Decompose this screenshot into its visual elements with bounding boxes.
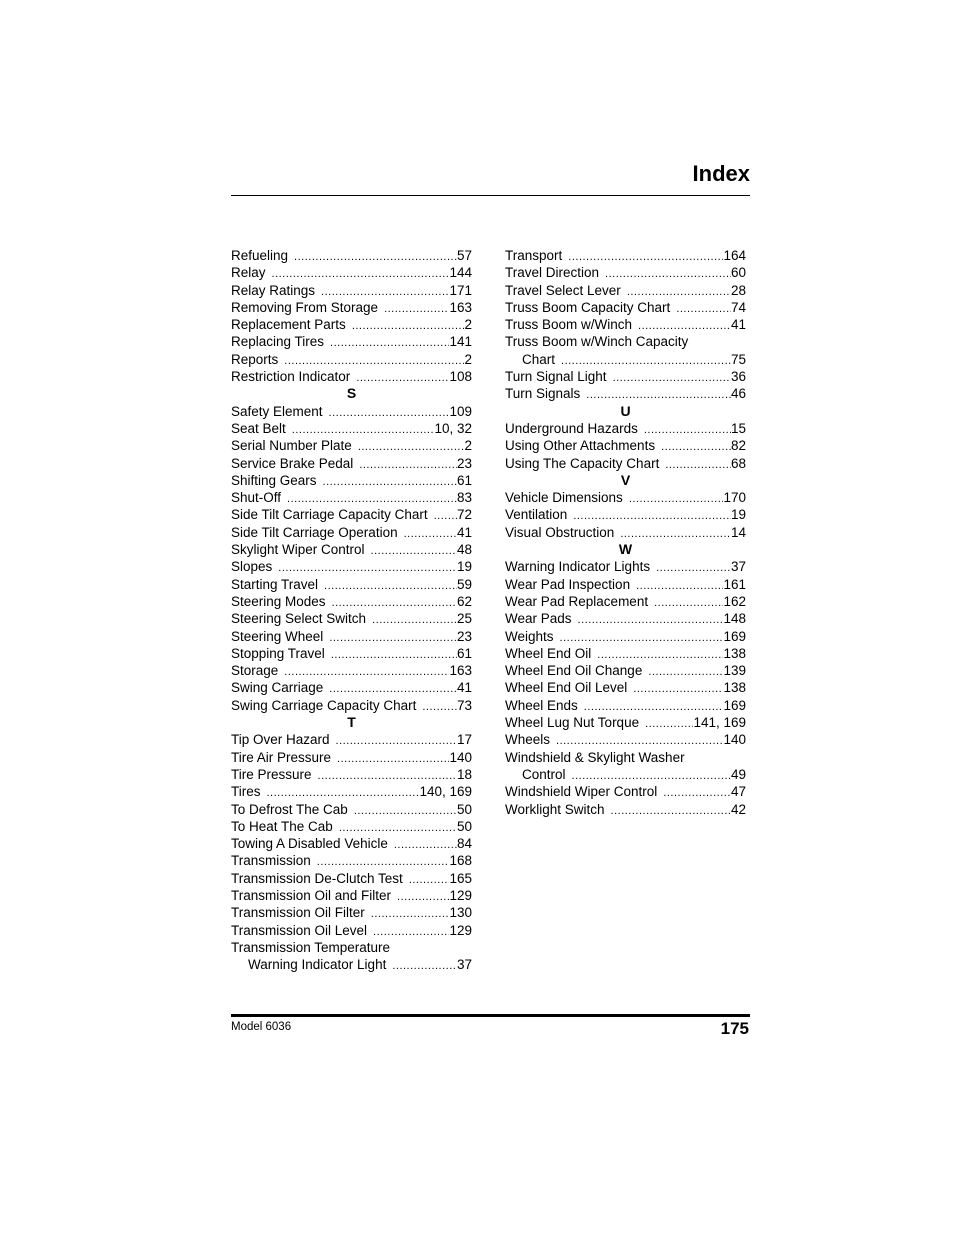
dot-leader [356,370,449,385]
dot-leader [597,647,723,662]
index-entry-name: Transport [505,248,563,263]
index-entry [505,662,746,679]
index-entry [231,679,472,696]
index-entry-page: 48 [456,542,472,558]
index-entry [505,628,746,645]
index-entry-heading: Windshield & Skylight Washer [505,749,685,765]
index-entry [505,247,746,264]
dot-leader [645,716,693,731]
index-entry-name: Stopping Travel [231,645,325,661]
index-entry [505,316,746,333]
index-entry [231,818,472,835]
dot-leader [586,387,731,402]
dot-leader [654,595,723,610]
index-entry-name: Transmission Oil Filter [231,905,365,921]
index-entry-page: 46 [730,386,746,402]
index-entry-name: Underground Hazards [505,420,638,436]
index-entry [231,437,472,454]
index-entry [231,576,472,593]
index-entry-page: 165 [449,870,472,886]
index-entry-name: Steering Wheel [231,628,324,644]
index-entry [231,506,472,523]
index-entry-name: Removing From Storage [231,299,379,315]
index-entry-page: 162 [723,593,746,609]
index-entry-name: Windshield Wiper Control [505,784,658,800]
index-entry-name: Transmission Oil and Filter [231,887,392,903]
index-entry-page: 61 [456,645,472,661]
index-entry-name: Relay Ratings [231,282,316,298]
dot-leader [656,560,731,575]
dot-leader [337,751,449,766]
index-entry [231,887,472,904]
index-entry [231,368,472,385]
dot-leader [324,578,457,593]
index-entry-name: Storage [231,663,279,679]
index-entry-name: Tire Air Pressure [231,749,332,765]
dot-leader [629,491,724,506]
index-entry-page: 36 [730,369,746,385]
index-entry [231,316,472,333]
index-entry-heading: Truss Boom w/Winch Capacity [505,334,689,350]
index-entry-page: 74 [730,299,746,315]
header-rule [231,195,750,196]
index-entry [231,628,472,645]
dot-leader [644,422,731,437]
index-entry-name: Wheel End Oil Change [505,663,643,679]
index-entry-name: Tire Pressure [231,766,312,782]
index-entry-name: Wheels [505,732,551,748]
index-entry-page: 75 [730,351,746,367]
index-entry-name: Refueling [231,248,289,263]
dot-leader [568,249,723,264]
index-entry-page: 41 [730,317,746,333]
index-entry-name: Steering Select Switch [231,611,367,627]
dot-leader [434,508,457,523]
dot-leader [329,405,450,420]
dot-leader [613,370,731,385]
index-entry-page: 19 [730,507,746,523]
index-entry-page: 141 [449,334,472,350]
index-entry-name: Turn Signal Light [505,369,607,385]
index-entry-name: Wheel Ends [505,697,578,713]
index-entry-page: 139 [723,663,746,679]
index-entry-name: Skylight Wiper Control [231,542,365,558]
index-entry-name: To Defrost The Cab [231,801,348,817]
index-entry [231,593,472,610]
index-entry-name: Service Brake Pedal [231,455,354,471]
index-entry-name: Visual Obstruction [505,524,615,540]
dot-leader [556,733,723,748]
dot-leader [573,508,731,523]
index-entry-heading: Transmission Temperature [231,939,391,955]
dot-leader [352,318,465,333]
index-entry [505,385,746,402]
index-entry-name: Truss Boom w/Winch [505,317,633,333]
dot-leader [330,335,449,350]
dot-leader [620,526,731,541]
index-entry-name: Truss Boom Capacity Chart [505,299,671,315]
dot-leader [561,353,731,368]
index-entry-page: 168 [449,853,472,869]
dot-leader [584,699,724,714]
index-entry-page: 141, 169 [693,715,746,731]
index-entry-page: 49 [730,766,746,782]
index-entry [231,852,472,869]
dot-leader [638,318,731,333]
dot-leader [665,457,731,472]
index-column-right [505,247,746,818]
index-entry-name: Wheel End Oil Level [505,680,628,696]
index-entry-name: Seat Belt [231,420,286,436]
index-entry [505,437,746,454]
index-entry [505,610,746,627]
index-entry-name: Relay [231,265,266,281]
index-entry-page: 25 [456,611,472,627]
index-entry-name: Transmission Oil Level [231,922,368,938]
index-entry-name: Warning Indicator Light [248,957,387,973]
index-entry-name: Using The Capacity Chart [505,455,660,471]
index-entry-page: 130 [449,905,472,921]
index-column-left [231,247,472,973]
index-entry-page: 42 [730,801,746,817]
index-entry [505,645,746,662]
dot-leader [384,301,449,316]
index-entry-name: Travel Direction [505,265,600,281]
index-entry [231,489,472,506]
index-entry-page: 37 [730,559,746,575]
index-entry-name: Tip Over Hazard [231,732,330,748]
dot-leader [359,457,457,472]
dot-leader [318,768,457,783]
dot-leader [371,906,450,921]
dot-leader [611,803,731,818]
index-entry-page: 50 [456,801,472,817]
index-entry [231,731,472,748]
dot-leader [272,266,450,281]
index-entry-page: 61 [456,472,472,488]
index-entry-page: 2 [464,351,472,367]
index-entry-page: 164 [723,248,746,263]
index-entry-page: 140, 169 [419,784,472,800]
index-entry [505,731,746,748]
index-entry-page: 10, 32 [434,420,472,436]
index-entry-page: 72 [456,507,472,523]
index-entry-page: 129 [449,922,472,938]
index-entry [231,610,472,627]
index-entry [231,420,472,437]
index-entry-name: Shifting Gears [231,472,317,488]
index-entry [505,558,746,575]
index-entry-name: Wear Pads [505,611,572,627]
index-entry [505,299,746,316]
index-entry [505,714,746,731]
index-entry-name: Weights [505,628,554,644]
index-entry [505,783,746,800]
index-entry-page: 161 [723,576,746,592]
dot-leader [661,439,731,454]
dot-leader [605,266,731,281]
index-entry [231,662,472,679]
index-entry [231,783,472,800]
dot-leader [676,301,731,316]
index-section-letter: W [618,541,633,558]
dot-leader [284,353,464,368]
index-entry [231,766,472,783]
index-entry-name: Restriction Indicator [231,369,351,385]
dot-leader [422,699,457,714]
index-section-letter: V [620,471,631,488]
index-entry [505,351,746,368]
index-entry [505,489,746,506]
index-entry-page: 148 [723,611,746,627]
index-entry [505,264,746,281]
dot-leader [572,768,731,783]
index-entry [231,282,472,299]
index-entry-name: Transmission [231,853,311,869]
index-entry-page: 170 [723,490,746,506]
index-entry-name: Steering Modes [231,593,326,609]
index-section-letter: S [346,385,357,402]
footer-page-number: 175 [720,1019,749,1038]
index-entry-page: 109 [449,403,472,419]
index-entry-name: Warning Indicator Lights [505,559,651,575]
index-entry-page: 15 [730,420,746,436]
index-entry-name: Safety Element [231,403,323,419]
index-entry-page: 23 [456,628,472,644]
index-entry-name: Reports [231,351,279,367]
dot-leader [354,803,457,818]
index-entry [505,801,746,818]
index-entry-page: 108 [449,369,472,385]
index-entry-page: 163 [449,663,472,679]
dot-leader [284,664,449,679]
index-entry-name: Replacing Tires [231,334,325,350]
index-entry-page: 138 [723,680,746,696]
index-entry [231,697,472,714]
dot-leader [329,681,457,696]
dot-leader [663,785,731,800]
index-entry-page: 19 [456,559,472,575]
index-section-letter: U [620,402,631,419]
index-entry-name: Wheel Lug Nut Torque [505,715,640,731]
index-entry-name: To Heat The Cab [231,818,333,834]
dot-leader [371,543,457,558]
index-entry [231,541,472,558]
dot-leader [292,422,435,437]
dot-leader [339,820,457,835]
index-entry-page: 82 [730,438,746,454]
index-entry [505,524,746,541]
index-entry-page: 140 [449,749,472,765]
index-entry [505,576,746,593]
index-entry-page: 129 [449,887,472,903]
index-entry-name: Tires [231,784,261,800]
dot-leader [627,284,731,299]
dot-leader [336,733,457,748]
index-entry-page: 2 [464,438,472,454]
index-entry-name: Transmission De-Clutch Test [231,870,403,886]
dot-leader [397,889,449,904]
index-entry [505,679,746,696]
index-entry-page: 28 [730,282,746,298]
dot-leader [636,578,723,593]
index-entry [231,956,472,973]
dot-leader [317,854,450,869]
dot-leader [392,958,457,973]
index-entry [231,870,472,887]
index-entry-page: 68 [730,455,746,471]
index-entry-name: Wear Pad Inspection [505,576,631,592]
index-entry-page: 50 [456,818,472,834]
page-title: Index [692,161,750,186]
dot-leader [294,249,457,264]
index-entry [231,558,472,575]
index-entry-page: 62 [456,593,472,609]
index-entry-name: Shut-Off [231,490,282,506]
index-entry [231,922,472,939]
index-entry [231,749,472,766]
index-entry-name: Using Other Attachments [505,438,656,454]
index-entry-page: 60 [730,265,746,281]
dot-leader [578,612,724,627]
index-entry-name: Travel Select Lever [505,282,621,298]
index-entry-name: Wear Pad Replacement [505,593,649,609]
index-entry [231,351,472,368]
dot-leader [267,785,420,800]
index-entry-page: 169 [723,697,746,713]
index-entry [231,524,472,541]
index-entry-page: 41 [456,680,472,696]
index-entry [231,904,472,921]
index-entry [231,299,472,316]
index-entry [231,264,472,281]
index-entry [231,835,472,852]
footer-model: Model 6036 [231,1021,292,1033]
index-entry-name: Side Tilt Carriage Capacity Chart [231,507,428,523]
index-entry-page: 169 [723,628,746,644]
index-entry-name: Side Tilt Carriage Operation [231,524,398,540]
index-entry-name: Wheel End Oil [505,645,592,661]
index-entry [505,368,746,385]
index-entry [231,455,472,472]
dot-leader [633,681,723,696]
index-entry-name: Starting Travel [231,576,319,592]
dot-leader [329,630,457,645]
dot-leader [409,872,450,887]
dot-leader [331,647,457,662]
index-entry [505,697,746,714]
index-entry-name: Swing Carriage Capacity Chart [231,697,417,713]
index-entry-name: Ventilation [505,507,568,523]
index-entry [231,645,472,662]
index-entry [505,766,746,783]
index-entry [231,247,472,264]
footer-rule [231,1014,750,1017]
index-entry-name: Vehicle Dimensions [505,490,623,506]
index-entry-page: 14 [730,524,746,540]
index-entry [231,472,472,489]
dot-leader [321,284,449,299]
index-entry-name: Slopes [231,559,273,575]
index-entry [505,506,746,523]
index-entry-page: 47 [730,784,746,800]
dot-leader [404,526,457,541]
index-entry-page: 59 [456,576,472,592]
index-entry-page: 2 [464,317,472,333]
index-entry-name: Worklight Switch [505,801,605,817]
index-entry-page: 73 [456,697,472,713]
index-entry-page: 171 [449,282,472,298]
index-entry [505,282,746,299]
index-entry-page: 57 [456,248,472,263]
dot-leader [287,491,457,506]
dot-leader [394,837,457,852]
dot-leader [358,439,465,454]
index-entry-page: 163 [449,299,472,315]
index-entry-page: 140 [723,732,746,748]
index-entry-page: 18 [456,766,472,782]
index-entry-name: Swing Carriage [231,680,324,696]
dot-leader [278,560,457,575]
index-entry-page: 17 [456,732,472,748]
index-entry [505,593,746,610]
index-entry-name: Turn Signals [505,386,581,402]
dot-leader [373,924,449,939]
index-entry [231,333,472,350]
dot-leader [648,664,723,679]
dot-leader [323,474,457,489]
index-entry [231,801,472,818]
index-entry-page: 144 [449,265,472,281]
dot-leader [332,595,457,610]
index-entry-page: 84 [456,836,472,852]
index-entry-page: 37 [456,957,472,973]
index-entry-name: Serial Number Plate [231,438,352,454]
index-entry [505,420,746,437]
index-entry-page: 83 [456,490,472,506]
index-entry-name: Control [522,766,566,782]
index-entry-page: 138 [723,645,746,661]
index-entry-name: Replacement Parts [231,317,346,333]
index-section-letter: T [347,714,356,731]
index-entry-name: Chart [522,351,556,367]
dot-leader [372,612,457,627]
index-entry-page: 41 [456,524,472,540]
dot-leader [560,630,724,645]
index-entry [505,455,746,472]
index-entry-name: Towing A Disabled Vehicle [231,836,388,852]
index-entry [231,403,472,420]
index-entry-page: 23 [456,455,472,471]
